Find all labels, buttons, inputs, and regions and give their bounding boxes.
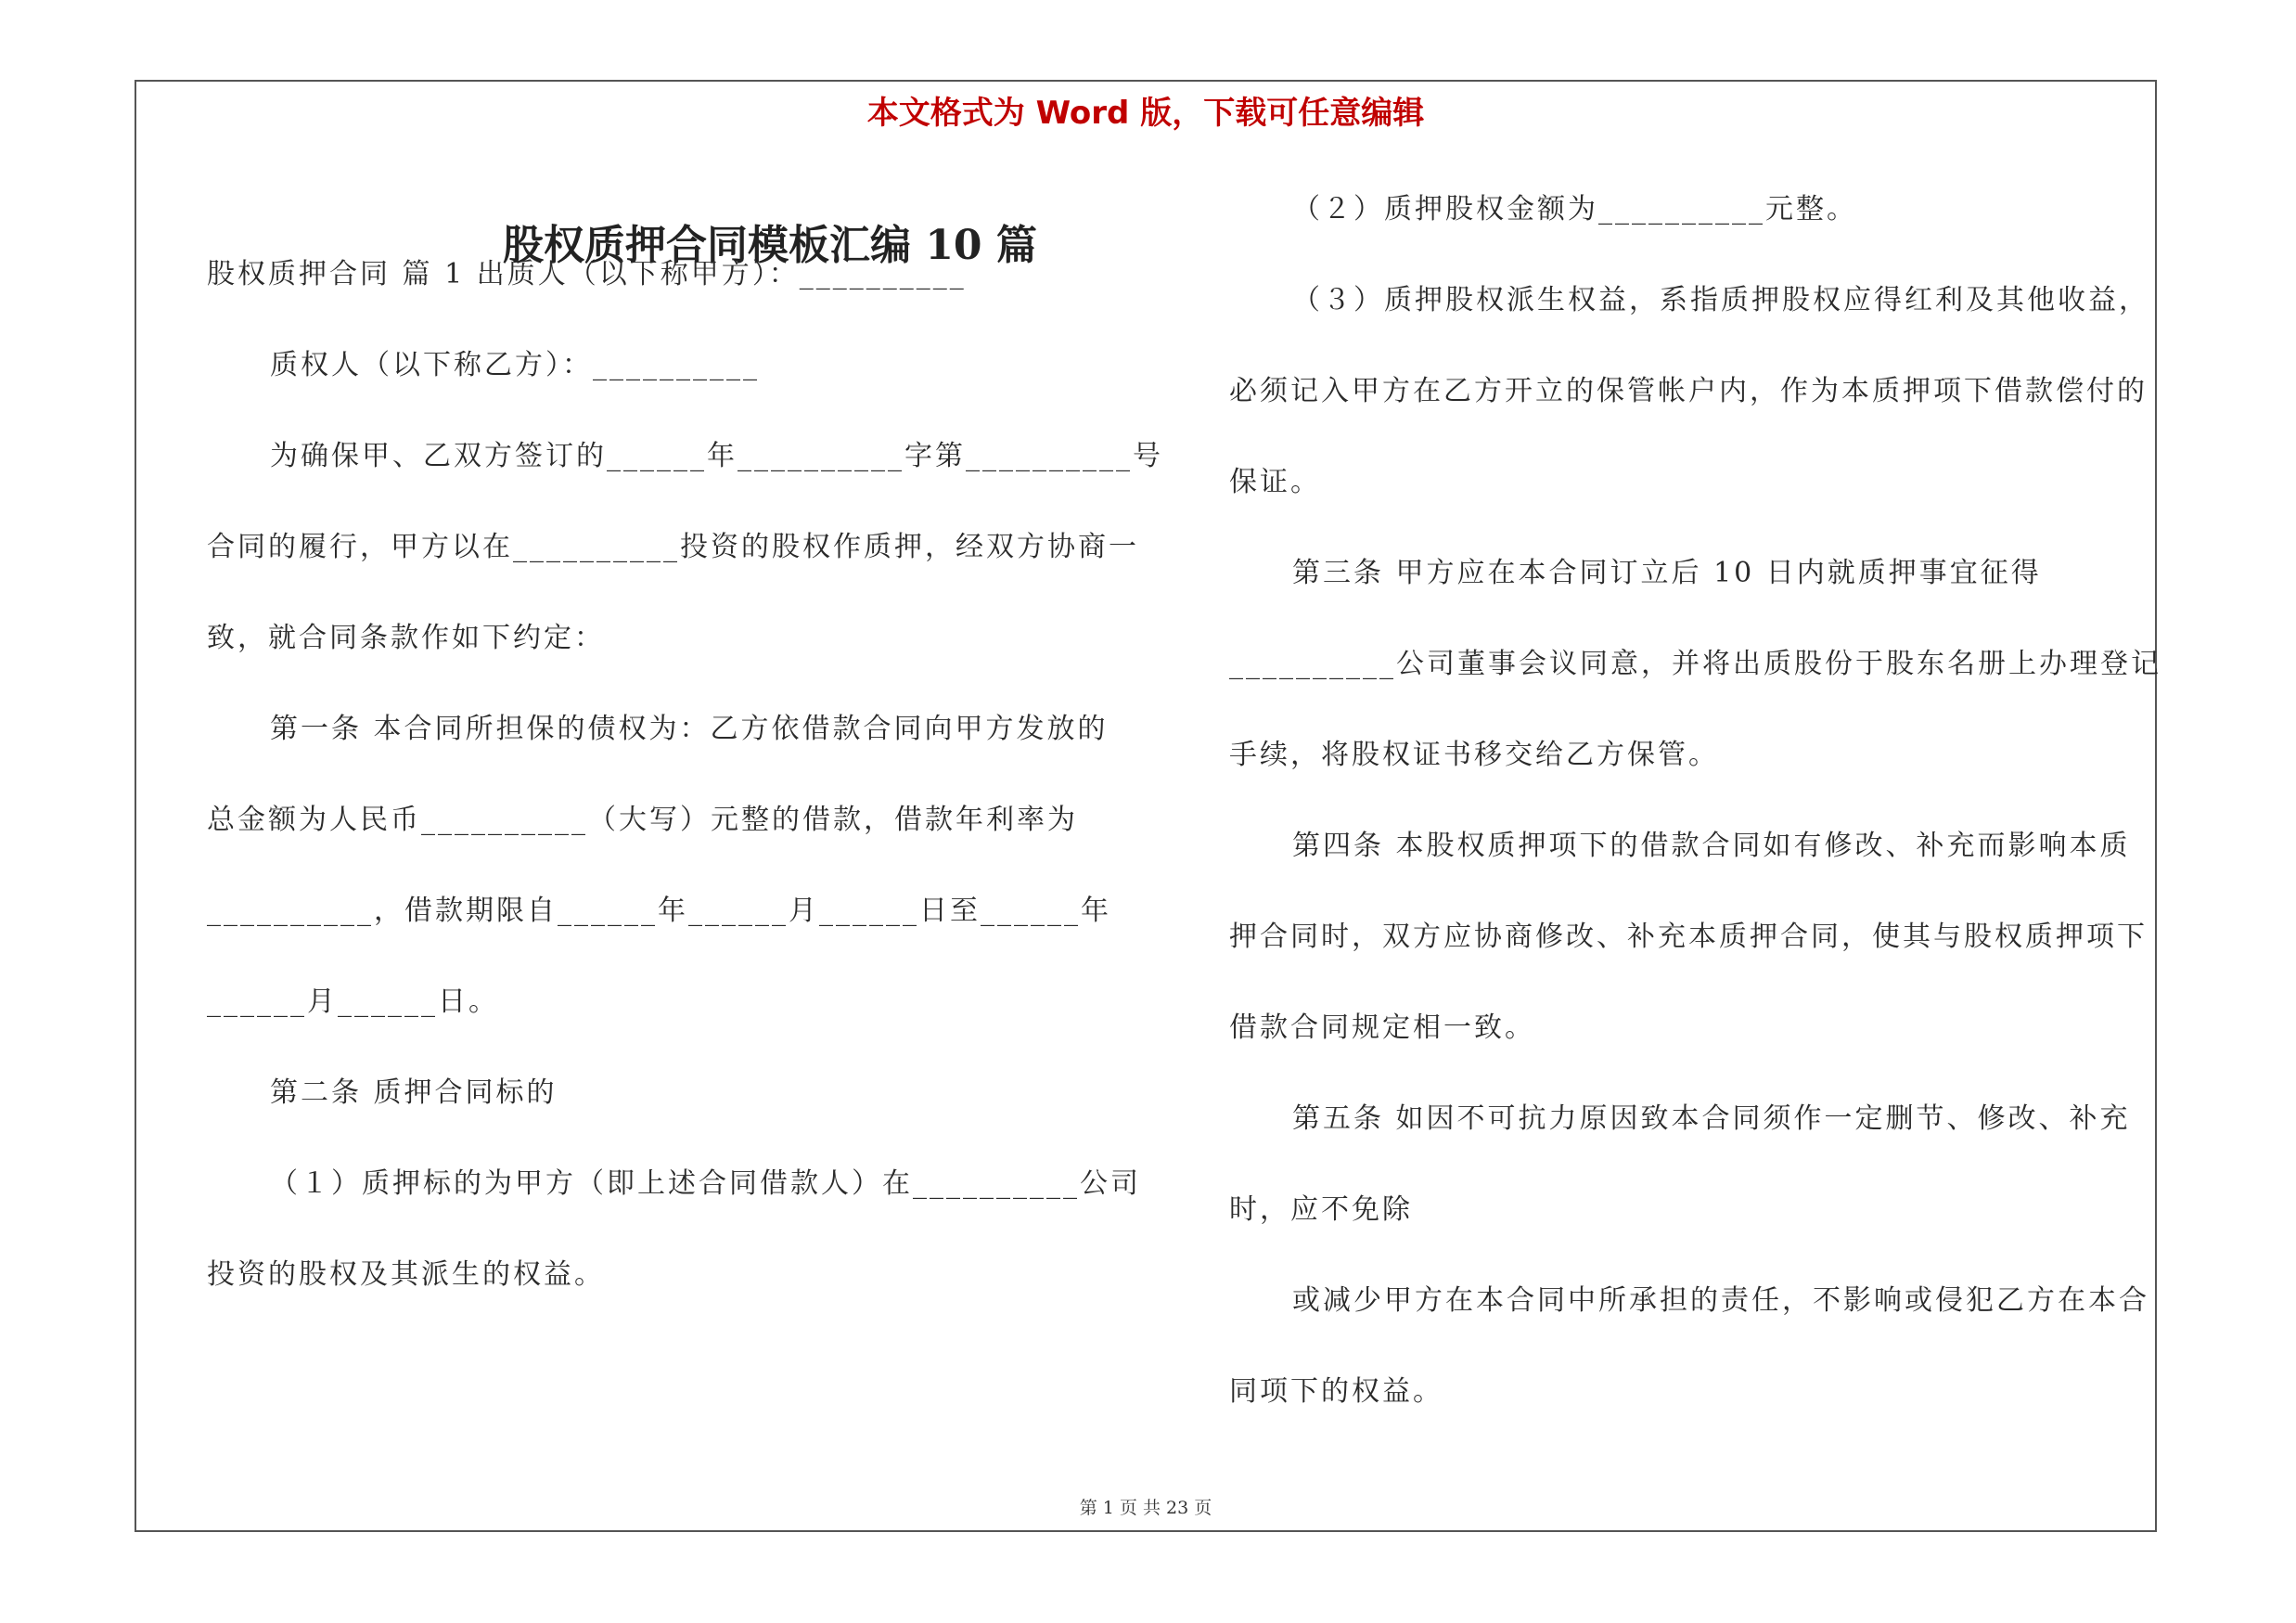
text-line: （２）质押股权金额为__________元整。 (1292, 193, 1857, 225)
text-line: __________，借款期限自______年______月______日至______年 (207, 895, 1111, 927)
text-line: 同项下的权益。 (1229, 1375, 1443, 1408)
text-line: 第一条 本合同所担保的债权为：乙方依借款合同向甲方发放的 (270, 713, 1109, 745)
word-format-banner: 本文格式为 Word 版，下载可任意编辑 (866, 95, 1425, 132)
text-line: 第三条 甲方应在本合同订立后 10 日内就质押事宜征得 (1292, 557, 2042, 589)
document-page (135, 80, 2161, 1532)
text-line: 第二条 质押合同标的 (270, 1076, 558, 1109)
text-line: 股权质押合同 篇 1 出质人（以下称甲方）：__________ (207, 258, 967, 290)
text-line: 投资的股权及其派生的权益。 (207, 1258, 605, 1291)
text-line: 为确保甲、乙双方签订的______年__________字第__________号 (270, 440, 1163, 472)
text-line: 押合同时，双方应协商修改、补充本质押合同，使其与股权质押项下 (1229, 921, 2148, 953)
text-line: 必须记入甲方在乙方开立的保管帐户内，作为本质押项下借款偿付的 (1229, 375, 2148, 407)
text-line: 时，应不免除 (1229, 1193, 1413, 1226)
text-line: ______月______日。 (207, 985, 499, 1018)
text-line: （１）质押标的为甲方（即上述合同借款人）在__________公司 (270, 1167, 1141, 1200)
document-title: 股权质押合同模板汇编 10 篇 (503, 222, 1037, 269)
text-line: 总金额为人民币__________（大写）元整的借款，借款年利率为 (207, 804, 1078, 836)
text-line: （３）质押股权派生权益，系指质押股权应得红利及其他收益， (1292, 284, 2149, 316)
page-number-footer: 第 1 页 共 23 页 (1079, 1498, 1212, 1518)
text-line: 借款合同规定相一致。 (1229, 1011, 1535, 1044)
text-line: 保证。 (1229, 466, 1321, 498)
text-line: 手续，将股权证书移交给乙方保管。 (1229, 739, 1719, 771)
text-line: 第四条 本股权质押项下的借款合同如有修改、补充而影响本质 (1292, 830, 2131, 862)
text-line: 或减少甲方在本合同中所承担的责任，不影响或侵犯乙方在本合 (1292, 1284, 2149, 1317)
text-line: 第五条 如因不可抗力原因致本合同须作一定删节、修改、补充 (1292, 1102, 2131, 1135)
text-line: __________公司董事会议同意，并将出质股份于股东名册上办理登记 (1229, 648, 2161, 680)
text-line: 致，就合同条款作如下约定： (207, 622, 605, 654)
text-line: 合同的履行，甲方以在__________投资的股权作质押，经双方协商一 (207, 531, 1139, 563)
text-line: 质权人（以下称乙方）：__________ (270, 349, 760, 381)
